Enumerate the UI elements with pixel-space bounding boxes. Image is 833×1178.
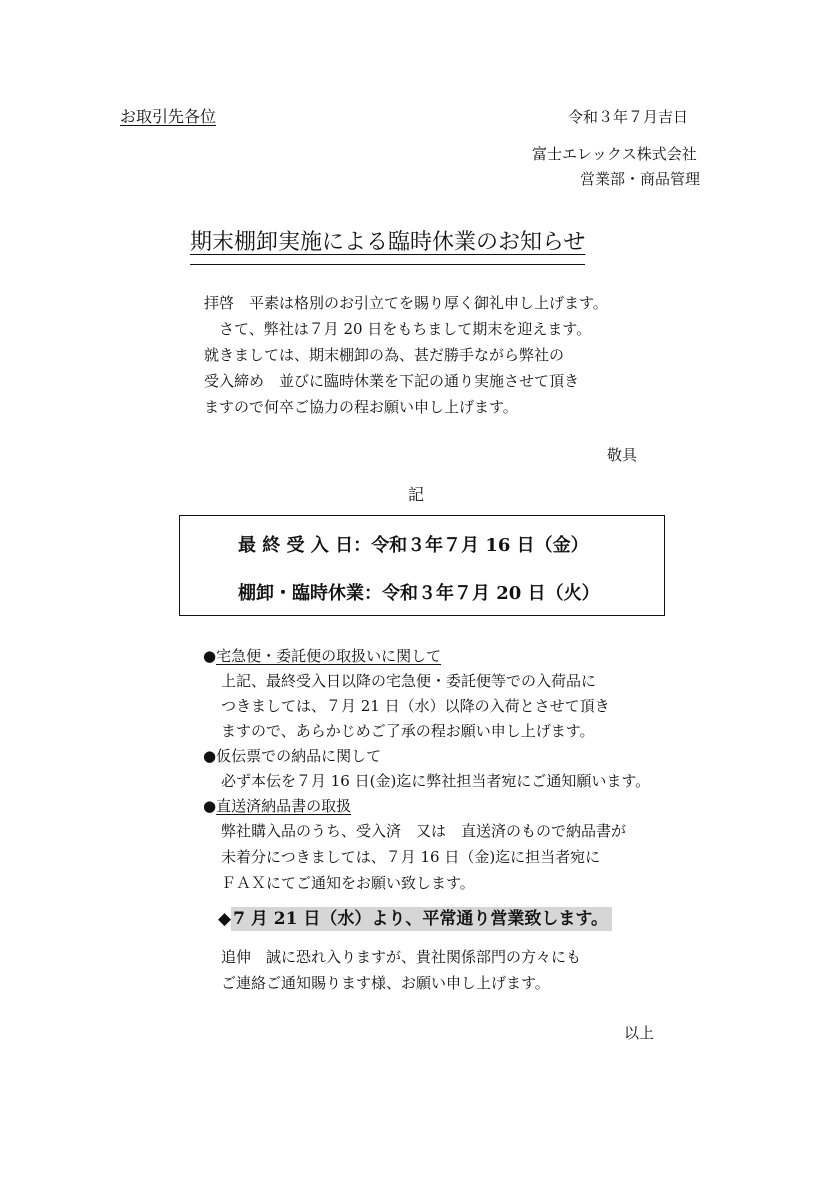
postscript-line: ご連絡ご通知賜ります様、お願い申し上げます。 — [221, 974, 550, 992]
last-receipt-row — [238, 531, 589, 557]
direct-heading-text: 直送済納品書の取扱 — [216, 797, 352, 815]
bullet-icon: ● — [203, 647, 217, 665]
direct-line: 弊社購入品のうち、受入済 又は 直送済のもので納品書が — [221, 822, 627, 840]
closing-ijo: 以上 — [624, 1024, 655, 1042]
delivery-line: 上記、最終受入日以降の宅急便・委託便等での入荷品に — [221, 672, 597, 690]
diamond-icon: ◆ — [218, 909, 232, 929]
greeting-line: 就きましては、期末棚卸の為、甚だ勝手ながら弊社の — [204, 346, 565, 364]
delivery-heading-text: 宅急便・委託便の取扱いに関して — [216, 647, 442, 665]
resume-text: 7 月 21 日（水）より、平常通り営業致します。 — [231, 907, 612, 931]
provisional-heading — [203, 745, 381, 766]
provisional-line: 必ず本伝を７月 16 日(金)迄に弊社担当者宛にご通知願います。 — [221, 772, 651, 790]
postscript-line: 追伸 誠に恐れ入りますが、貴社関係部門の方々にも — [221, 948, 582, 966]
ki-heading: 記 — [408, 485, 425, 504]
resume-notice — [218, 904, 612, 932]
greeting-line: さて、弊社は７月 20 日をもちまして期末を迎えます。 — [204, 320, 592, 338]
last-receipt-label: 最 終 受 入 日： — [238, 535, 372, 556]
direct-line: ＦＡＸにてご通知をお願い致します。 — [221, 874, 475, 892]
bullet-icon: ● — [203, 747, 217, 765]
holiday-row — [238, 579, 600, 605]
direct-line: 未着分につきましては、７月 16 日（金)迄に担当者宛に — [221, 848, 601, 866]
greeting-line: 拝啓 平素は格別のお引立てを賜り厚く御礼申し上げます。 — [204, 294, 608, 312]
delivery-line: ますので、あらかじめご了承の程お願い申し上げます。 — [221, 722, 595, 740]
holiday-value: 令和３年７月 20 日（火） — [382, 583, 600, 604]
delivery-heading — [203, 645, 441, 666]
last-receipt-value: 令和３年７月 16 日（金） — [371, 535, 589, 556]
greeting-line: 受入締め 並びに臨時休業を下記の通り実施させて頂き — [204, 372, 580, 390]
issue-date: 令和３年７月吉日 — [568, 108, 689, 126]
greeting-line: ますので何卒ご協力の程お願い申し上げます。 — [204, 398, 518, 416]
delivery-line: つきましては、７月 21 日（水）以降の入荷とさせて頂き — [221, 697, 610, 715]
direct-heading — [203, 795, 351, 816]
holiday-label: 棚卸・臨時休業： — [238, 583, 382, 604]
company-name: 富士エレックス株式会社 — [532, 145, 697, 163]
provisional-heading-text: 仮伝票での納品に関して — [216, 747, 382, 765]
recipient: お取引先各位 — [120, 107, 217, 126]
department: 営業部・商品管理 — [580, 170, 701, 188]
closing-keigu: 敬具 — [607, 446, 638, 464]
bullet-icon: ● — [203, 797, 217, 815]
page-title: 期末棚卸実施による臨時休業のお知らせ — [190, 225, 585, 256]
schedule-box — [179, 515, 665, 616]
